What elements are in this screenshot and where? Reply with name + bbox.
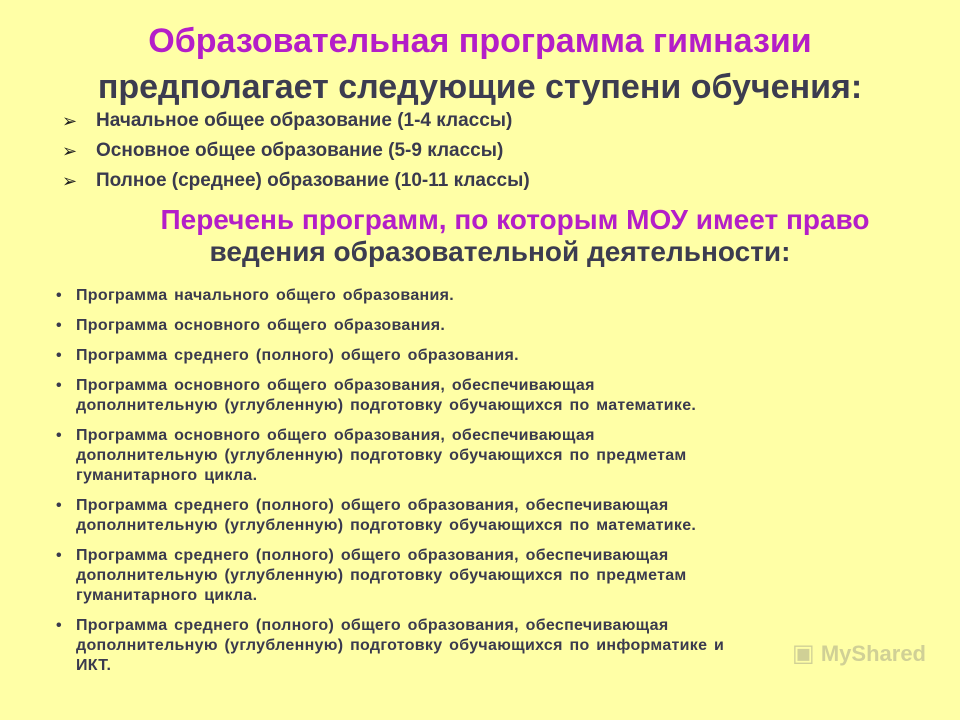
program-item (56, 426, 916, 486)
stage-item (62, 166, 530, 196)
bullet-icon: • (56, 427, 62, 444)
watermark-text: MyShared (820, 641, 926, 666)
bullet-icon: • (56, 287, 62, 304)
program-item (56, 376, 916, 416)
slide-title (40, 18, 920, 110)
program-text: дополнительную (углубленную) подготовку обучающихся по математике. (76, 397, 697, 414)
program-text: ИКТ. (76, 657, 112, 674)
program-item (56, 316, 916, 336)
stage-item (62, 136, 530, 166)
program-text: Программа среднего (полного) общего образования. (76, 347, 519, 364)
arrow-bullet-icon: ➢ (62, 111, 78, 131)
programs-heading-line-2: ведения образовательной деятельности: (209, 236, 791, 267)
program-item (56, 546, 916, 606)
program-text: дополнительную (углубленную) подготовку обучающихся по предметам (76, 567, 687, 584)
program-text: Программа среднего (полного) общего образования, обеспечивающая (76, 547, 669, 564)
program-text: дополнительную (углубленную) подготовку обучающихся по предметам (76, 447, 687, 464)
bullet-icon: • (56, 347, 62, 364)
programs-heading (80, 204, 920, 268)
arrow-bullet-icon: ➢ (62, 141, 78, 161)
program-text: Программа начального общего образования. (76, 287, 455, 304)
bullet-icon: • (56, 617, 62, 634)
bullet-icon: • (56, 317, 62, 334)
stage-text: Начальное общее образование (1-4 классы) (96, 110, 513, 131)
title-line-1: Образовательная программа гимназии (148, 22, 812, 60)
bullet-icon: • (56, 547, 62, 564)
watermark (792, 639, 926, 668)
program-text: Программа основного общего образования, обеспечивающая (76, 427, 595, 444)
program-text: Программа основного общего образования. (76, 317, 446, 334)
program-text: гуманитарного цикла. (76, 467, 258, 484)
bullet-icon: • (56, 377, 62, 394)
program-text: гуманитарного цикла. (76, 587, 258, 604)
stage-text: Полное (среднее) образование (10-11 классы) (96, 170, 530, 191)
program-text: дополнительную (углубленную) подготовку обучающихся по математике. (76, 517, 697, 534)
program-text: Программа основного общего образования, обеспечивающая (76, 377, 595, 394)
program-item (56, 616, 916, 676)
arrow-bullet-icon: ➢ (62, 171, 78, 191)
stages-list (62, 106, 530, 196)
program-item (56, 346, 916, 366)
stage-item (62, 106, 530, 136)
program-text: Программа среднего (полного) общего образования, обеспечивающая (76, 497, 669, 514)
stage-text: Основное общее образование (5-9 классы) (96, 140, 504, 161)
program-item (56, 286, 916, 306)
programs-heading-line-1: Перечень программ, по которым МОУ имеет право (160, 204, 870, 235)
bullet-icon: • (56, 497, 62, 514)
program-text: Программа среднего (полного) общего образования, обеспечивающая (76, 617, 669, 634)
title-line-2: предполагает следующие ступени обучения: (97, 68, 863, 106)
program-text: дополнительную (углубленную) подготовку обучающихся по информатике и (76, 637, 725, 654)
programs-list (56, 286, 916, 686)
program-item (56, 496, 916, 536)
watermark-logo-icon: ▣ (792, 640, 815, 667)
